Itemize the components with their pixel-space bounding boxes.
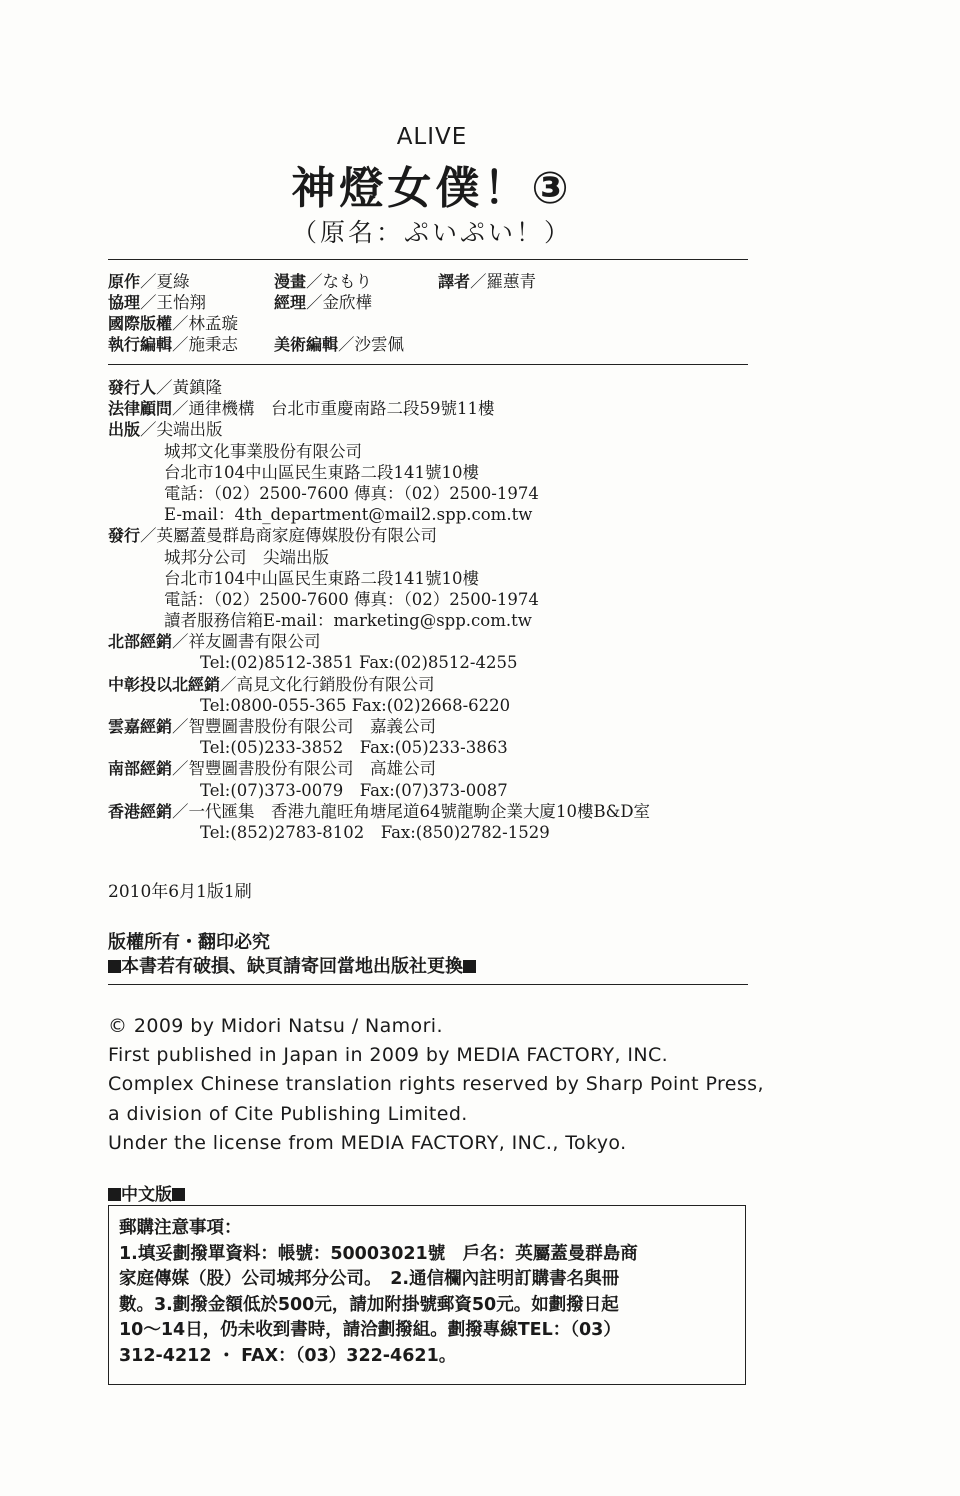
credit-label: 漫畫 [274, 272, 307, 291]
publisher-line [108, 419, 650, 440]
mail-order-line: 家庭傳媒（股）公司城邦分公司。 2.通信欄內註明訂購書名與冊 [119, 1269, 620, 1290]
credit-value: ／林孟璇 [172, 314, 239, 333]
north-tel: Tel:(02)8512-3851 Fax:(02)8512-4255 [200, 653, 518, 673]
legal-value: ／通律機構 台北市重慶南路二段59號11樓 [172, 399, 495, 419]
publisher-line [108, 801, 650, 822]
credit-value: ／金欣樺 [306, 293, 373, 312]
mail-order-heading: 郵購注意事項： [119, 1218, 242, 1238]
publishing-email: E-mail：4th_department@mail2.spp.com.tw [164, 505, 533, 525]
credit-value: ／羅蕙青 [470, 272, 537, 291]
mail-order-line: 312-4212 ・ FAX：（03）322-4621。 [119, 1345, 457, 1366]
issuer-label: 發行人 [108, 378, 157, 397]
book-title: 神燈女僕！③ [291, 163, 573, 214]
distribution-branch: 城邦分公司 尖端出版 [164, 547, 329, 567]
credit-value: ／なもり [306, 272, 373, 291]
credit-label: 執行編輯 [108, 335, 173, 354]
yunjia-tel: Tel:(05)233-3852 Fax:(05)233-3863 [200, 738, 508, 758]
publishing-address: 台北市104中山區民生東路二段141號10樓 [164, 462, 479, 482]
original-title: （原名：ぷいぷい！） [291, 218, 572, 247]
credit-label: 協理 [108, 293, 141, 312]
copyright-line: a division of Cite Publishing Limited. [108, 1102, 468, 1125]
staff-credits [108, 271, 768, 355]
publisher-line [108, 398, 650, 419]
distribution-value: ／英屬蓋曼群島商家庭傳媒股份有限公司 [140, 526, 438, 546]
edition-date: 2010年6月1版1刷 [108, 882, 252, 902]
hongkong-label: 香港經銷 [108, 801, 173, 821]
copyright-line: © 2009 by Midori Natsu / Namori. [108, 1015, 443, 1037]
publishing-phone: 電話：（02）2500-7600 傳真：（02）2500-1974 [164, 483, 539, 503]
north-value: ／祥友圖書有限公司 [172, 632, 321, 652]
staff-row [108, 271, 768, 292]
north-label: 北部經銷 [108, 632, 173, 652]
mail-order-line: 10～14日，仍未收到書時，請洽劃撥組。劃撥專線TEL：（03） [119, 1320, 621, 1341]
hongkong-tel: Tel:(852)2783-8102 Fax:(850)2782-1529 [200, 822, 550, 842]
publisher-line [108, 631, 650, 652]
series-label: ALIVE [396, 124, 468, 150]
chinese-edition-label [108, 1180, 185, 1205]
mail-order-notice [108, 1205, 746, 1385]
staff-row [108, 313, 768, 334]
publisher-line [108, 525, 650, 546]
divider [108, 984, 748, 985]
publisher-line [108, 716, 650, 737]
copyright-line: Complex Chinese translation rights reserved by Sharp Point Press, [108, 1073, 764, 1096]
credit-value: ／施秉志 [172, 335, 239, 354]
credit-value: ／夏綠 [140, 272, 190, 291]
credit-label: 譯者 [438, 272, 471, 291]
yunjia-value: ／智豐圖書股份有限公司 嘉義公司 [172, 717, 437, 736]
divider [108, 364, 748, 365]
credit-label: 國際版權 [108, 314, 173, 333]
chinese-edition-text: 中文版 [121, 1185, 172, 1205]
copyright-block [108, 1012, 764, 1158]
publishing-value: ／尖端出版 [140, 420, 223, 440]
mail-order-line: 1.填妥劃撥單資料：帳號：50003021號 戶名：英屬蓋曼群島商 [119, 1243, 638, 1264]
credit-label: 經理 [274, 293, 307, 312]
publisher-line [108, 377, 650, 398]
publisher-line [108, 758, 650, 779]
yunjia-label: 雲嘉經銷 [108, 717, 173, 736]
credit-label: 原作 [108, 272, 141, 291]
distribution-email: 讀者服務信箱E-mail：marketing@spp.com.tw [164, 611, 532, 631]
rights-line: 版權所有・翻印必究 [108, 932, 270, 953]
central-value: ／高見文化行銷股份有限公司 [220, 674, 435, 694]
distribution-label: 發行 [108, 526, 141, 546]
credit-label: 美術編輯 [274, 335, 339, 354]
distribution-address: 台北市104中山區民生東路二段141號10樓 [164, 568, 479, 588]
central-tel: Tel:0800-055-365 Fax:(02)2668-6220 [200, 695, 511, 715]
south-label: 南部經銷 [108, 759, 173, 779]
publisher-line [108, 674, 650, 695]
replacement-text: 本書若有破損、缺頁請寄回當地出版社更換 [121, 956, 463, 977]
rights-notice [108, 931, 476, 979]
legal-label: 法律顧問 [108, 399, 173, 419]
copyright-line: First published in Japan in 2009 by MEDIA FACTORY, INC. [108, 1044, 669, 1067]
publishing-label: 出版 [108, 420, 141, 440]
copyright-line: Under the license from MEDIA FACTORY, INC., Tokyo. [108, 1131, 627, 1154]
divider [108, 259, 748, 260]
south-value: ／智豐圖書股份有限公司 高雄公司 [172, 759, 437, 779]
publisher-info [108, 377, 650, 843]
staff-row [108, 334, 768, 355]
distribution-phone: 電話：（02）2500-7600 傳真：（02）2500-1974 [164, 589, 539, 609]
square-bullet-icon [108, 960, 121, 973]
replacement-line [108, 955, 476, 979]
credit-value: ／王怡翔 [140, 293, 207, 312]
square-bullet-icon [108, 1188, 121, 1201]
staff-row [108, 292, 768, 313]
issuer-value: ／黃鎮隆 [156, 378, 223, 397]
mail-order-line: 數。3.劃撥金額低於500元，請加附掛號郵資50元。如劃撥日起 [119, 1294, 619, 1315]
credit-value: ／沙雲佩 [338, 335, 405, 354]
publishing-company: 城邦文化事業股份有限公司 [164, 441, 362, 461]
square-bullet-icon [172, 1188, 185, 1201]
hongkong-value: ／一代匯集 香港九龍旺角塘尾道64號龍駒企業大廈10樓B&D室 [172, 801, 651, 821]
square-bullet-icon [463, 960, 476, 973]
central-label: 中彰投以北經銷 [108, 674, 221, 694]
south-tel: Tel:(07)373-0079 Fax:(07)373-0087 [200, 780, 508, 800]
